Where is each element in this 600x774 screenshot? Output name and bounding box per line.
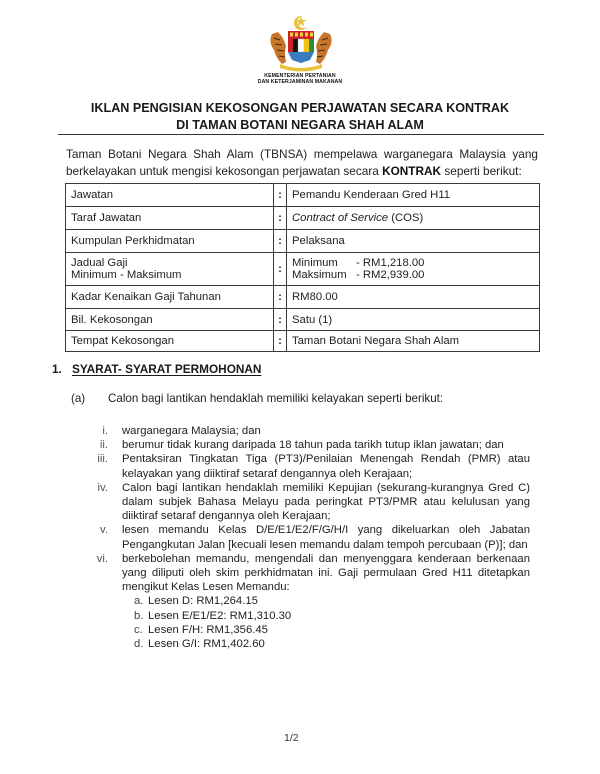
list-marker: vi. [96, 552, 108, 565]
row-label: Taraf Jawatan [66, 207, 274, 230]
ministry-line-2: DAN KETERJAMINAN MAKANAN [257, 79, 343, 85]
ministry-name [240, 73, 360, 85]
title-line-2: DI TAMAN BOTANI NEGARA SHAH ALAM [176, 118, 424, 132]
row-value-italic: Contract of Service [292, 212, 389, 224]
sublist-text: Lesen E/E1/E2: RM1,310.30 [148, 609, 292, 622]
license-rate-item [134, 637, 530, 651]
row-separator: : [274, 230, 287, 253]
sublist-marker: d. [134, 638, 144, 651]
sublist-text: Lesen D: RM1,264.15 [148, 595, 258, 608]
list-marker: iii. [97, 453, 108, 466]
ministry-line-1: KEMENTERIAN PERTANIAN [264, 73, 336, 79]
table-row-taraf-jawatan [66, 207, 540, 230]
list-marker: v. [100, 524, 108, 537]
title-line-1: IKLAN PENGISIAN KEKOSONGAN PERJAWATAN SECARA KONTRAK [90, 101, 510, 115]
sublist-marker: c. [134, 623, 143, 636]
section-title: SYARAT- SYARAT PERMOHONAN [72, 362, 262, 376]
coat-of-arms-icon [264, 14, 338, 72]
row-label: Kadar Kenaikan Gaji Tahunan [66, 286, 274, 309]
requirements-list [86, 424, 530, 651]
sublist-marker: b. [134, 609, 144, 622]
list-text: Pentaksiran Tingkatan Tiga (PT3)/Penilaian Menengah Rendah (PMR) atau kelayakan yang diiktiraf setaraf dengannya oleh Kerajaan; [122, 453, 530, 480]
row-value: Satu (1) [287, 309, 540, 331]
row-label-line-1: Jadual Gaji [71, 257, 128, 269]
section-heading [52, 362, 261, 376]
section-number: 1. [52, 362, 62, 376]
table-row-bil-kekosongan [66, 309, 540, 331]
row-label: Kumpulan Perkhidmatan [66, 230, 274, 253]
list-item [86, 438, 530, 452]
list-item [86, 481, 530, 524]
row-value: Taman Botani Negara Shah Alam [287, 331, 540, 352]
document-title [60, 100, 540, 134]
intro-bold-text: KONTRAK [382, 164, 442, 178]
salary-maximum [292, 269, 534, 281]
list-item [86, 552, 530, 651]
salary-minimum [292, 257, 534, 269]
row-value [287, 253, 540, 286]
row-value [287, 207, 540, 230]
list-item [86, 523, 530, 551]
license-rate-item [134, 609, 530, 623]
salary-min-value: - RM1,218.00 [356, 257, 425, 269]
list-marker: ii. [99, 439, 108, 452]
row-label-line-2: Minimum - Maksimum [71, 269, 182, 281]
sublist-text: Lesen F/H: RM1,356.45 [148, 623, 268, 636]
paragraph-text: Calon bagi lantikan hendaklah memiliki kelayakan seperti berikut: [108, 392, 444, 405]
row-value-suffix: (COS) [388, 212, 424, 224]
list-item [86, 424, 530, 438]
row-value: RM80.00 [287, 286, 540, 309]
paragraph-marker: (a) [71, 392, 86, 405]
row-label: Tempat Kekosongan [66, 331, 274, 352]
list-text-block [122, 552, 530, 651]
row-label: Bil. Kekosongan [66, 309, 274, 331]
row-separator: : [274, 253, 287, 286]
paragraph-a [71, 392, 443, 405]
table-row-jawatan [66, 184, 540, 207]
vacancy-info-table [65, 183, 540, 352]
license-rate-item [134, 623, 530, 637]
row-label: Jawatan [66, 184, 274, 207]
page-number: 1/2 [284, 732, 299, 744]
sublist-text: Lesen G/I: RM1,402.60 [148, 638, 265, 651]
table-row-tempat-kekosongan [66, 331, 540, 352]
list-item [86, 452, 530, 480]
list-marker: iv. [97, 481, 108, 494]
row-separator: : [274, 207, 287, 230]
sublist-marker: a. [134, 595, 144, 608]
salary-min-label: Minimum [292, 257, 338, 269]
row-separator: : [274, 331, 287, 352]
intro-text: Taman Botani Negara Shah Alam (TBNSA) mempelawa warganegara Malaysia yang berkelayakan untuk mengisi kekosongan perjawatan secara [66, 147, 538, 178]
row-separator: : [274, 309, 287, 331]
list-text: berkebolehan memandu, mengendali dan menyenggara kenderaan berkenaan yang diliputi oleh skim perkhidmatan ini. Gaji permulaan Gred H11 ditetapkan mengikut Kelas Lesen Memandu: [122, 552, 530, 594]
list-text: warganegara Malaysia; dan [122, 425, 261, 437]
title-divider [58, 134, 544, 135]
list-text: Calon bagi lantikan hendaklah memiliki Kepujian (sekurang-kurangnya Gred C) dalam subjek Bahasa Melayu pada peringkat PT3/PMR atau kelulusan yang diiktiraf setaraf dengannya oleh Kerajaan; [122, 481, 530, 523]
table-row-kumpulan [66, 230, 540, 253]
table-row-jadual-gaji [66, 253, 540, 286]
row-label [66, 253, 274, 286]
row-value: Pemandu Kenderaan Gred H11 [287, 184, 540, 207]
salary-max-value: - RM2,939.00 [356, 269, 425, 281]
intro-text-end: seperti berikut: [441, 164, 522, 178]
row-value: Pelaksana [287, 230, 540, 253]
row-separator: : [274, 184, 287, 207]
list-text: lesen memandu Kelas D/E/E1/E2/F/G/H/I yang dikeluarkan oleh Jabatan Pengangkutan Jalan [kecuali lesen memandu dalam tempoh percubaan (P)]; dan [122, 524, 530, 551]
intro-paragraph [66, 146, 538, 180]
table-row-kenaikan-gaji [66, 286, 540, 309]
list-text: berumur tidak kurang daripada 18 tahun pada tarikh tutup iklan jawatan; dan [122, 439, 504, 452]
license-rate-list [122, 594, 530, 651]
salary-max-label: Maksimum [292, 269, 347, 281]
list-marker: i. [102, 425, 108, 437]
license-rate-item [134, 594, 530, 608]
row-separator: : [274, 286, 287, 309]
